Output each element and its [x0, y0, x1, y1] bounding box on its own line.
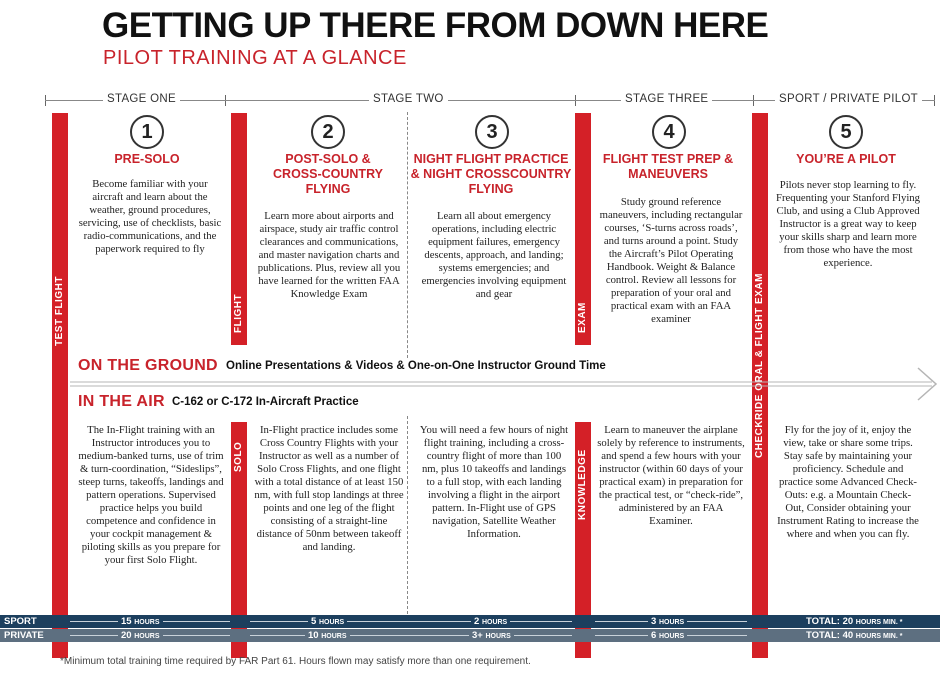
step-title-1: PRE-SOLO: [114, 152, 180, 166]
sport-hours-label: SPORT: [4, 616, 37, 627]
step-number-1: 1: [130, 115, 164, 149]
step-air-text-2: In-Flight practice includes some Cross Country Flights with your Instructor as well as a number of Solo Cross Flights, and one flight with a total distance of at least 150 nm, with full stop landings at three points and one leg of the flight consisting of a straight-line distance of 50nm between takeoff and landing.: [254, 424, 404, 553]
step-number-5: 5: [829, 115, 863, 149]
milestone-label-knowledge: KNOWLEDGE: [577, 449, 588, 520]
step-air-text-1: The In-Flight training with an Instructor introduces you to medium-banked turns, use of trim & turn-coordination, “Sideslips”, steep turns, takeoffs, landings and pattern operations. Supervised practice helps you build competence and confidence in your cockpit management & piloting skills as you prepare for your first Solo Flight.: [78, 424, 224, 566]
private-hours-total: TOTAL: 40 HOURS MIN. *: [803, 630, 905, 641]
step-ground-text-5: Pilots never stop learning to fly. Frequenting your Stanford Flying Club, and using a Club Approved Instructor is a great way to keep your skills sharp and learn more from those who have the most experience.: [776, 179, 920, 269]
sport-hours-total: TOTAL: 20 HOURS MIN. *: [803, 616, 905, 627]
column-divider: [407, 112, 408, 358]
sport-hours-stage-2: 5 HOURS: [308, 616, 347, 627]
private-hours-stage-3: 3+ HOURS: [469, 630, 514, 641]
step-ground-text-1: Become familiar with your aircraft and learn about the weather, ground procedures, servicing, use of checklists, basic radio-communications, and the paperwork required to fly: [78, 178, 222, 255]
milestone-label-test-flight: TEST FLIGHT: [54, 276, 65, 346]
stage-one-label: STAGE ONE: [103, 93, 180, 105]
step-number-2: 2: [311, 115, 345, 149]
stage-two: [225, 93, 575, 107]
step-title-2: POST-SOLO & CROSS-COUNTRY FLYING: [273, 152, 383, 196]
milestone-label-checkride: CHECKRIDE ORAL & FLIGHT EXAM: [754, 273, 765, 458]
sport-hours-stage-3: 2 HOURS: [471, 616, 510, 627]
private-hours-stage-2: 10 HOURS: [305, 630, 350, 641]
step-air-text-4: Learn to maneuver the airplane solely by reference to instruments, and spend a few hours with your instructor (within 60 days of your practical exam) in preparation for the practical test, or “check-ride”, administered by an FAA Examiner.: [597, 424, 745, 527]
stage-three: [575, 93, 753, 107]
milestone-label-exam: EXAM: [577, 302, 588, 333]
ground-section-heading: ON THE GROUND: [78, 357, 218, 374]
step-title-4: FLIGHT TEST PREP & MANEUVERS: [602, 152, 734, 181]
private-hours-stage-4: 6 HOURS: [648, 630, 687, 641]
private-hours-label: PRIVATE: [4, 630, 44, 641]
milestone-bar-exam: [575, 113, 591, 345]
milestone-bar-flight: [231, 113, 247, 345]
step-ground-text-2: Learn more about airports and airspace, study air traffic control clearances and communications, and master navigation charts and publications. Plus, review all you have learned for the written FAA Knowledge Exam: [257, 210, 401, 300]
milestone-label-flight: FLIGHT: [233, 293, 244, 333]
sport-hours-stage-1: 15 HOURS: [118, 616, 163, 627]
page-title: GETTING UP THERE FROM DOWN HERE: [102, 6, 769, 45]
page-subtitle: PILOT TRAINING AT A GLANCE: [103, 47, 407, 69]
step-number-4: 4: [652, 115, 686, 149]
step-title-3: NIGHT FLIGHT PRACTICE & NIGHT CROSSCOUNTRY FLYING: [410, 152, 572, 196]
stage-pilot: [753, 93, 935, 107]
ground-section-subheading: Online Presentations & Videos & One-on-One Instructor Ground Time: [226, 360, 606, 372]
step-ground-text-4: Study ground reference maneuvers, including rectangular courses, ‘S-turns across roads’, and turns around a point. Study the Aircraft’s Pilot Operating Handbook. Weight & Balance control. Review all lessons for preparation of your oral and practical exam with an FAA examiner: [599, 196, 743, 325]
sport-hours-row: [0, 615, 940, 628]
stage-two-label: STAGE TWO: [369, 93, 448, 105]
air-section-heading: IN THE AIR: [78, 393, 165, 410]
step-air-text-5: Fly for the joy of it, enjoy the view, take or share some trips. Stay safe by maintaining your proficiency. Schedule and practice some Advanced Check-Outs: e.g. a Mountain Check-Out, Consider obtaining your Instrument Rating to increase the where and when you can fly.: [777, 424, 919, 540]
step-ground-text-3: Learn all about emergency operations, including electric equipment failures, emergency descents, approach, and landing; systems emergencies; and emergencies involving equipment and gear: [421, 210, 567, 300]
step-title-5: YOU’RE A PILOT: [796, 152, 896, 166]
column-divider: [407, 416, 408, 614]
sport-hours-stage-4: 3 HOURS: [648, 616, 687, 627]
step-air-text-3: You will need a few hours of night flight training, including a cross-country flight of more than 100 nm, plus 10 takeoffs and landings to a full stop, with each landing involving a flight in the airport pattern. In-Flight use of GPS navigation, Satellite Weather Information.: [419, 424, 569, 540]
stage-one: [45, 93, 225, 107]
footnote: *Minimum total training time required by FAR Part 61. Hours flown may satisfy more than one requirement.: [60, 656, 531, 667]
air-section-subheading: C-162 or C-172 In-Aircraft Practice: [172, 396, 359, 408]
milestone-label-solo: SOLO: [233, 441, 244, 472]
private-hours-row: [0, 629, 940, 642]
step-number-3: 3: [475, 115, 509, 149]
private-hours-stage-1: 20 HOURS: [118, 630, 163, 641]
stage-three-label: STAGE THREE: [621, 93, 712, 105]
stage-pilot-label: SPORT / PRIVATE PILOT: [775, 93, 922, 105]
